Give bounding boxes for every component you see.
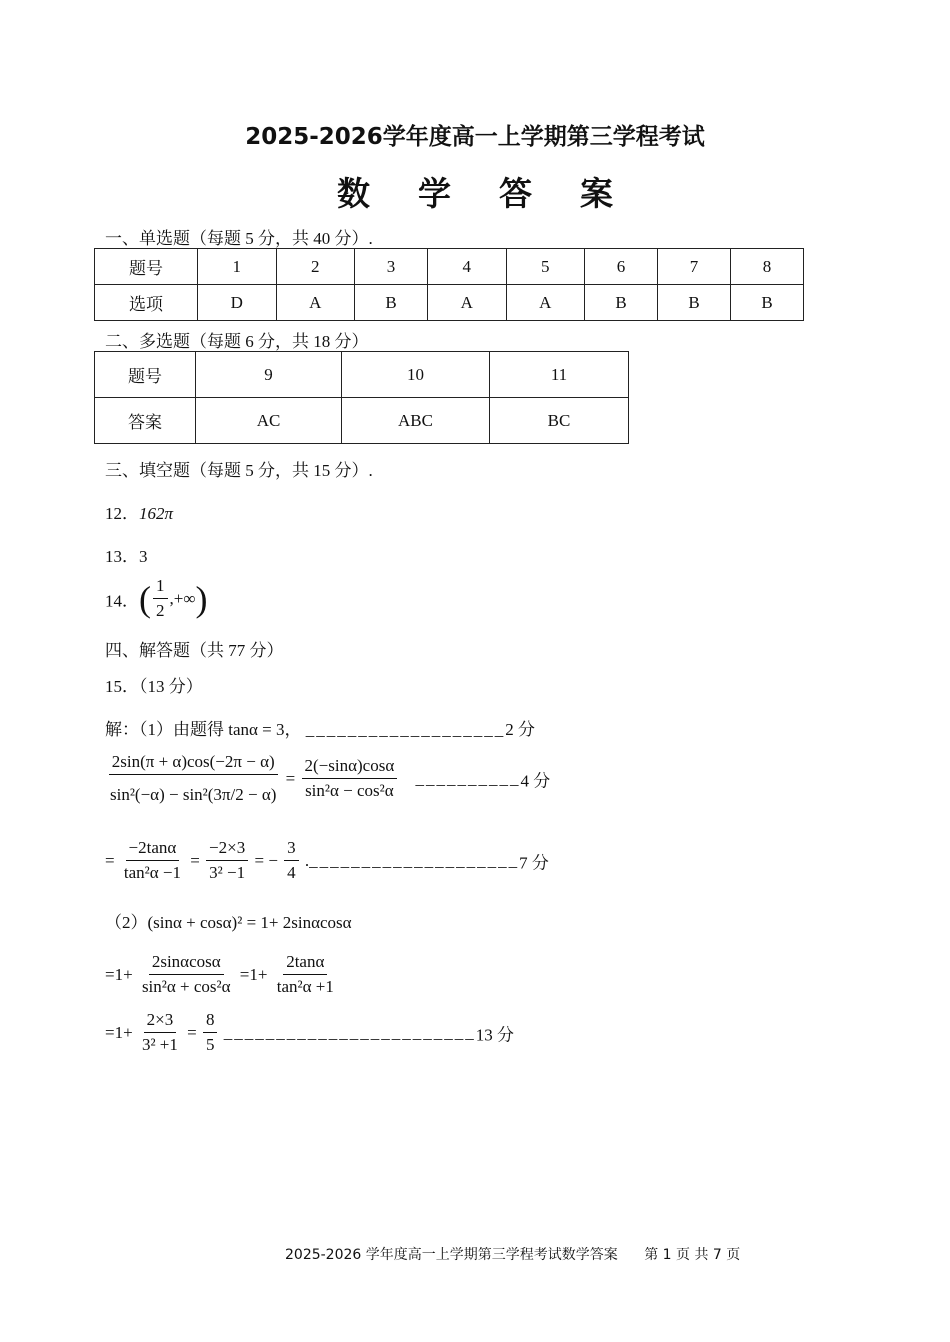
solution-line-3 <box>105 838 549 884</box>
numerator: 8 <box>203 1010 218 1033</box>
score-leader: ________________________ <box>223 1022 476 1042</box>
score-leader: __________ <box>415 768 521 788</box>
numerator: 2(−sinα)cosα <box>302 756 398 779</box>
score-leader: ___________________ <box>305 720 506 739</box>
table-cell: B <box>658 285 731 321</box>
question-15-label: 15．（13 分） <box>105 677 203 696</box>
solution-part-2: （2）(sinα + cosα)² = 1+ 2sinαcosα <box>105 913 352 932</box>
fraction <box>302 756 398 802</box>
multi-choice-table <box>94 351 629 444</box>
table-cell: 8 <box>730 249 803 285</box>
table-cell: AC <box>196 398 342 444</box>
row-label: 选项 <box>95 285 198 321</box>
fraction <box>284 838 299 884</box>
equals-one-plus: =1+ <box>239 964 268 984</box>
equals-one-plus: =1+ <box>105 1022 133 1042</box>
denominator: 3² −1 <box>209 863 246 883</box>
line-text: 解：（1）由题得 tanα = 3， <box>105 720 302 739</box>
table-cell: 4 <box>428 249 507 285</box>
score: 2 分 <box>505 720 536 739</box>
numerator: 2tanα <box>283 952 327 975</box>
score: 4 分 <box>520 771 551 791</box>
denominator: sin²α + cos²α <box>141 977 231 997</box>
table-cell: A <box>276 285 355 321</box>
table-cell: B <box>730 285 803 321</box>
equals-minus: = − <box>254 850 278 870</box>
answer-13 <box>105 542 148 567</box>
table-row <box>95 249 804 285</box>
table-cell: ABC <box>342 398 490 444</box>
solution-line-6 <box>105 1010 514 1056</box>
equals-sign: = <box>105 850 115 870</box>
denominator: 4 <box>287 863 296 883</box>
answer-12 <box>105 499 173 524</box>
section4-heading: 四、解答题（共 77 分） <box>105 641 284 660</box>
table-cell: 11 <box>490 352 629 398</box>
interval-tail: ,+∞ <box>169 588 196 608</box>
equals-sign: = <box>187 1022 197 1042</box>
solution-line-2 <box>105 752 550 806</box>
equals-sign: = <box>190 850 200 870</box>
section2-heading: 二、多选题（每题 6 分，共 18 分） <box>105 332 369 351</box>
table-cell: 9 <box>196 352 342 398</box>
fraction <box>274 952 337 998</box>
right-paren: ) <box>195 578 208 619</box>
table-cell: B <box>355 285 428 321</box>
denominator: sin²α − cos²α <box>305 781 394 801</box>
page-number: 第 1 页 共 7 页 <box>644 1247 741 1263</box>
answer-14 <box>105 576 207 622</box>
numerator: −2×3 <box>206 838 248 861</box>
page-subtitle: 数学答案 <box>337 174 661 213</box>
denominator: 2 <box>156 601 165 621</box>
row-label: 题号 <box>95 249 198 285</box>
page-title: 2025-2026学年度高一上学期第三学程考试 <box>245 124 705 150</box>
row-label: 题号 <box>95 352 196 398</box>
table-row <box>95 352 629 398</box>
section3-heading: 三、填空题（每题 5 分，共 15 分）. <box>105 461 373 480</box>
row-label: 答案 <box>95 398 196 444</box>
period: . <box>304 850 310 870</box>
denominator: sin²(−α) − sin²(3π/2 − α) <box>110 785 277 805</box>
footer-title: 2025-2026 学年度高一上学期第三学程考试数学答案 <box>285 1247 618 1263</box>
fraction <box>153 576 168 622</box>
single-choice-table <box>94 248 804 321</box>
table-cell: D <box>198 285 277 321</box>
table-cell: A <box>506 285 585 321</box>
score-leader: ____________________ <box>309 850 520 870</box>
fraction <box>139 1010 181 1056</box>
question-number: 14． <box>105 591 139 611</box>
answer-value: 162π <box>139 504 174 523</box>
numerator: 3 <box>284 838 299 861</box>
table-cell: B <box>585 285 658 321</box>
question-number: 12． <box>105 504 139 523</box>
table-cell: 7 <box>658 249 731 285</box>
score: 13 分 <box>475 1025 514 1045</box>
numerator: 2sin(π + α)cos(−2π − α) <box>109 752 278 775</box>
denominator: 3² +1 <box>141 1035 178 1055</box>
table-cell: 3 <box>355 249 428 285</box>
table-cell: 1 <box>198 249 277 285</box>
denominator: 5 <box>205 1035 215 1055</box>
table-cell: A <box>428 285 507 321</box>
table-cell: 10 <box>342 352 490 398</box>
numerator: 2sinαcosα <box>149 952 224 975</box>
solution-line-5 <box>105 952 339 998</box>
equals-sign: = <box>285 768 296 788</box>
score: 7 分 <box>519 853 549 873</box>
table-cell: BC <box>490 398 629 444</box>
table-row <box>95 285 804 321</box>
table-cell: 2 <box>276 249 355 285</box>
fraction <box>107 752 279 806</box>
left-paren: ( <box>139 578 151 619</box>
fraction <box>206 838 248 884</box>
denominator: tan²α +1 <box>276 977 334 997</box>
solution-line-1 <box>105 715 535 740</box>
answer-value: 3 <box>139 547 148 566</box>
table-row <box>95 398 629 444</box>
numerator: 1 <box>153 576 168 599</box>
numerator: −2tanα <box>126 838 180 861</box>
page-footer <box>285 1244 740 1264</box>
question-number: 13． <box>105 547 139 566</box>
section1-heading: 一、单选题（每题 5 分，共 40 分）. <box>105 229 373 248</box>
numerator: 2×3 <box>144 1010 177 1033</box>
fraction <box>203 1010 218 1056</box>
table-cell: 6 <box>585 249 658 285</box>
equals-one-plus: =1+ <box>105 964 133 984</box>
table-cell: 5 <box>506 249 585 285</box>
denominator: tan²α −1 <box>123 863 181 883</box>
fraction <box>139 952 234 998</box>
fraction <box>121 838 184 884</box>
